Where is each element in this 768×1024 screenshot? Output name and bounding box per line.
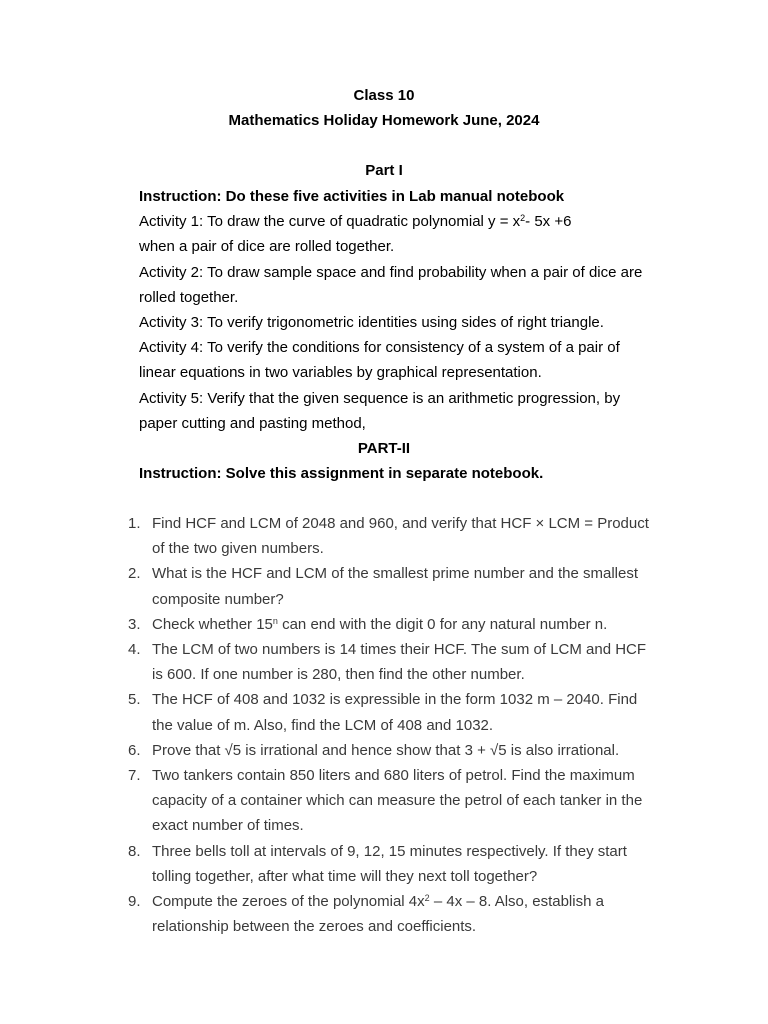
question-text: composite number? (152, 590, 284, 608)
question-number: 9. (128, 893, 141, 911)
class-heading: Class 10 (353, 87, 415, 104)
question-number: 4. (128, 641, 141, 659)
list-item (0, 889, 672, 939)
question-text: Find HCF and LCM of 2048 and 960, and verify that HCF × LCM = Product (152, 515, 649, 532)
activity-5: Activity 5: Verify that the given sequence is an arithmetic progression, by (139, 389, 621, 407)
question-text-end: – 4x – 8. Also, establish a (429, 893, 604, 911)
question-number: 2. (128, 565, 141, 583)
question-number: 1. (128, 515, 141, 532)
activity-5-line-2: paper cutting and pasting method, (139, 414, 366, 432)
list-item (0, 687, 672, 737)
list-item (0, 561, 672, 611)
part2-heading: PART-II (357, 440, 411, 457)
question-number: 8. (128, 842, 141, 860)
question-text: capacity of a container which can measure the petrol of each tanker in the (152, 792, 643, 810)
list-item (0, 763, 672, 839)
question-text-end: can end with the digit 0 for any natural number n. (277, 615, 608, 633)
list-item (0, 612, 672, 637)
question-text: Two tankers contain 850 liters and 680 liters of petrol. Find the maximum (152, 767, 635, 785)
exponent: n (272, 615, 278, 626)
question-text: tolling together, after what time will they next toll together? (152, 867, 538, 885)
activity-1-text-end: - 5x +6 (525, 213, 572, 231)
question-number: 7. (128, 767, 141, 785)
activity-2: Activity 2: To draw sample space and find probability when a pair of dice are (139, 263, 643, 281)
exponent: 2 (424, 893, 430, 904)
question-text (152, 612, 672, 637)
question-number: 6. (128, 741, 141, 759)
question-text: of the two given numbers. (152, 540, 324, 558)
question-text: is 600. If one number is 280, then find the other number. (152, 666, 525, 684)
list-item (0, 839, 672, 889)
list-item (0, 511, 672, 561)
question-text: relationship between the zeroes and coefficients. (152, 918, 477, 936)
activity-1 (139, 209, 679, 234)
question-text-start: Check whether 15 (152, 615, 273, 633)
question-text: The LCM of two numbers is 14 times their HCF. The sum of LCM and HCF (152, 641, 647, 659)
activity-3: Activity 3: To verify trigonometric identities using sides of right triangle. (139, 314, 604, 332)
activity-1-line-2: when a pair of dice are rolled together. (139, 238, 395, 256)
part1-instruction: Instruction: Do these five activities in Lab manual notebook (139, 188, 565, 205)
part1-section (139, 184, 679, 436)
exponent: 2 (520, 213, 526, 224)
question-text-start: Compute the zeroes of the polynomial 4x (152, 893, 425, 911)
document-title: Mathematics Holiday Homework June, 2024 (228, 112, 540, 129)
question-text: exact number of times. (152, 817, 304, 835)
question-list (0, 511, 768, 939)
activity-4-line-2: linear equations in two variables by graphical representation. (139, 364, 542, 382)
question-text: Three bells toll at intervals of 9, 12, 15 minutes respectively. If they start (152, 842, 627, 860)
activity-4: Activity 4: To verify the conditions for consistency of a system of a pair of (139, 339, 620, 357)
part1-heading: Part I (365, 162, 403, 179)
activity-2-line-2: rolled together. (139, 288, 239, 306)
question-text: Prove that √5 is irrational and hence show that 3 + √5 is also irrational. (152, 741, 620, 759)
question-text: The HCF of 408 and 1032 is expressible in the form 1032 m – 2040. Find (152, 691, 638, 709)
part2-instruction: Instruction: Solve this assignment in separate notebook. (139, 465, 544, 482)
question-text: What is the HCF and LCM of the smallest prime number and the smallest (152, 565, 639, 583)
question-number: 5. (128, 691, 141, 709)
activity-1-text: Activity 1: To draw the curve of quadratic polynomial y = x (139, 213, 521, 231)
question-text (152, 889, 672, 914)
question-text: the value of m. Also, find the LCM of 408 and 1032. (152, 716, 494, 734)
list-item (0, 738, 672, 763)
question-number: 3. (128, 615, 141, 633)
list-item (0, 637, 672, 687)
